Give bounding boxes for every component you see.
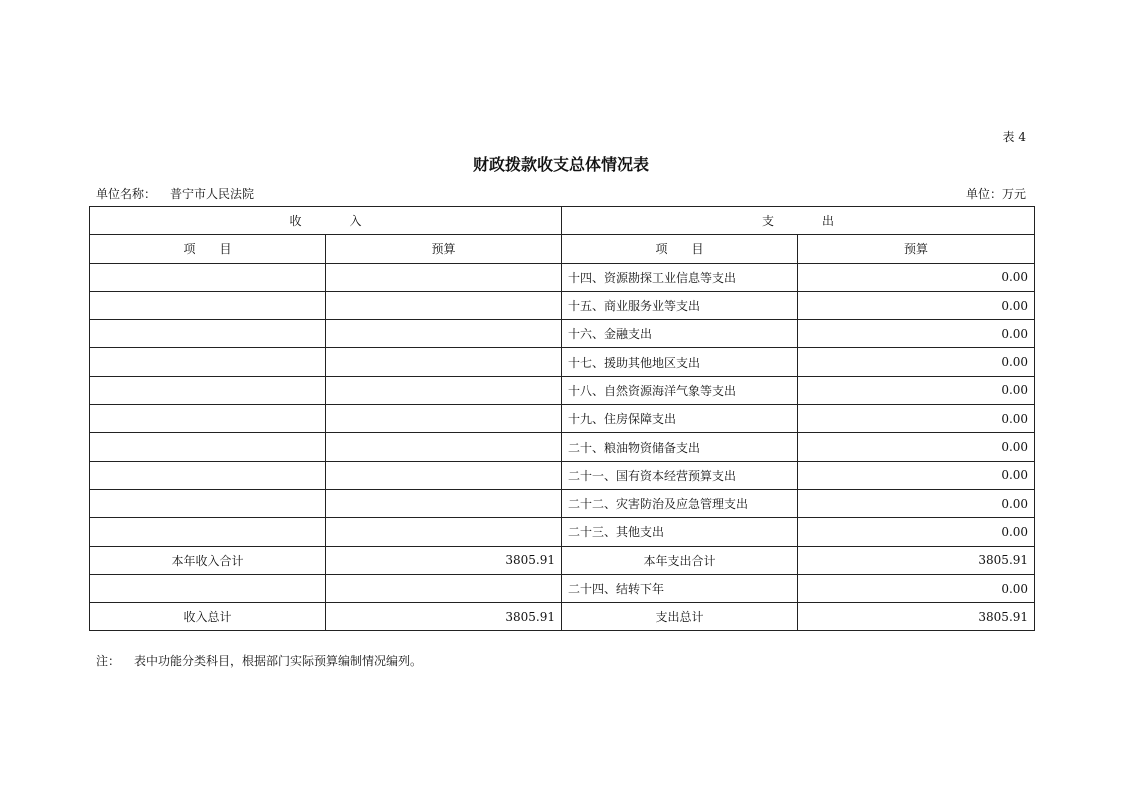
expense-item-cell: 十五、商业服务业等支出 (562, 291, 798, 319)
income-item-cell: 本年收入合计 (90, 546, 326, 574)
income-item-cell (90, 433, 326, 461)
income-budget-cell: 3805.91 (326, 603, 562, 631)
unit-name-value: 普宁市人民法院 (170, 187, 255, 201)
income-item-cell (90, 461, 326, 489)
expense-budget-cell: 0.00 (798, 574, 1035, 602)
income-budget-cell (326, 433, 562, 461)
table-row (90, 489, 1035, 517)
table-row (90, 376, 1035, 404)
table-row (90, 518, 1035, 546)
table-row (90, 263, 1035, 291)
expense-item-cell: 二十三、其他支出 (562, 518, 798, 546)
page-title: 财政拨款收支总体情况表 (472, 155, 649, 174)
header-expense: 支 出 (562, 207, 1035, 235)
expense-budget-cell: 0.00 (798, 518, 1035, 546)
expense-item-cell: 二十二、灾害防治及应急管理支出 (562, 489, 798, 517)
income-budget-cell: 3805.91 (326, 546, 562, 574)
income-item-cell (90, 405, 326, 433)
expense-item-cell: 二十、粮油物资储备支出 (562, 433, 798, 461)
expense-item-cell: 二十一、国有资本经营预算支出 (562, 461, 798, 489)
header-income: 收 入 (90, 207, 562, 235)
income-item-cell (90, 263, 326, 291)
expense-item-cell: 支出总计 (562, 603, 798, 631)
footnote-text: 表中功能分类科目，根据部门实际预算编制情况编列。 (134, 654, 423, 668)
unit-name-line (96, 185, 254, 202)
expense-budget-cell: 3805.91 (798, 603, 1035, 631)
expense-budget-cell: 0.00 (798, 291, 1035, 319)
expense-budget-cell: 0.00 (798, 348, 1035, 376)
income-budget-cell (326, 376, 562, 404)
income-budget-cell (326, 348, 562, 376)
expense-item-cell: 本年支出合计 (562, 546, 798, 574)
income-item-cell (90, 291, 326, 319)
expense-budget-cell: 0.00 (798, 489, 1035, 517)
income-item-cell (90, 518, 326, 546)
income-budget-cell (326, 461, 562, 489)
table-row (90, 546, 1035, 574)
footnote (96, 652, 422, 669)
table-header-row-1 (90, 207, 1035, 235)
table-row (90, 603, 1035, 631)
header-income-budget: 预算 (326, 235, 562, 263)
table-row (90, 348, 1035, 376)
unit-label: 单位：万元 (965, 187, 1026, 201)
income-budget-cell (326, 574, 562, 602)
expense-item-cell: 十四、资源勘探工业信息等支出 (562, 263, 798, 291)
expense-budget-cell: 0.00 (798, 263, 1035, 291)
income-item-cell (90, 574, 326, 602)
header-expense-budget: 预算 (798, 235, 1035, 263)
table-row (90, 433, 1035, 461)
table-row (90, 405, 1035, 433)
income-budget-cell (326, 263, 562, 291)
expense-budget-cell: 0.00 (798, 376, 1035, 404)
expense-budget-cell: 3805.91 (798, 546, 1035, 574)
table-body (90, 263, 1035, 631)
table-row (90, 291, 1035, 319)
income-budget-cell (326, 518, 562, 546)
header-income-item: 项 目 (90, 235, 326, 263)
income-item-cell (90, 489, 326, 517)
expense-item-cell: 十六、金融支出 (562, 320, 798, 348)
footnote-label: 注： (96, 654, 121, 668)
expense-item-cell: 十八、自然资源海洋气象等支出 (562, 376, 798, 404)
income-budget-cell (326, 489, 562, 517)
income-item-cell: 收入总计 (90, 603, 326, 631)
income-budget-cell (326, 320, 562, 348)
expense-budget-cell: 0.00 (798, 433, 1035, 461)
unit-name-label: 单位名称： (96, 187, 157, 201)
income-item-cell (90, 376, 326, 404)
income-budget-cell (326, 405, 562, 433)
table-row (90, 320, 1035, 348)
expense-budget-cell: 0.00 (798, 320, 1035, 348)
expense-item-cell: 十九、住房保障支出 (562, 405, 798, 433)
table-header-row-2 (90, 235, 1035, 263)
table-row (90, 461, 1035, 489)
income-budget-cell (326, 291, 562, 319)
expense-budget-cell: 0.00 (798, 461, 1035, 489)
income-item-cell (90, 320, 326, 348)
income-item-cell (90, 348, 326, 376)
expense-item-cell: 十七、援助其他地区支出 (562, 348, 798, 376)
expense-item-cell: 二十四、结转下年 (562, 574, 798, 602)
header-expense-item: 项 目 (562, 235, 798, 263)
table-row (90, 574, 1035, 602)
expense-budget-cell: 0.00 (798, 405, 1035, 433)
table-number: 表 4 (1002, 130, 1026, 144)
budget-table (89, 206, 1035, 631)
